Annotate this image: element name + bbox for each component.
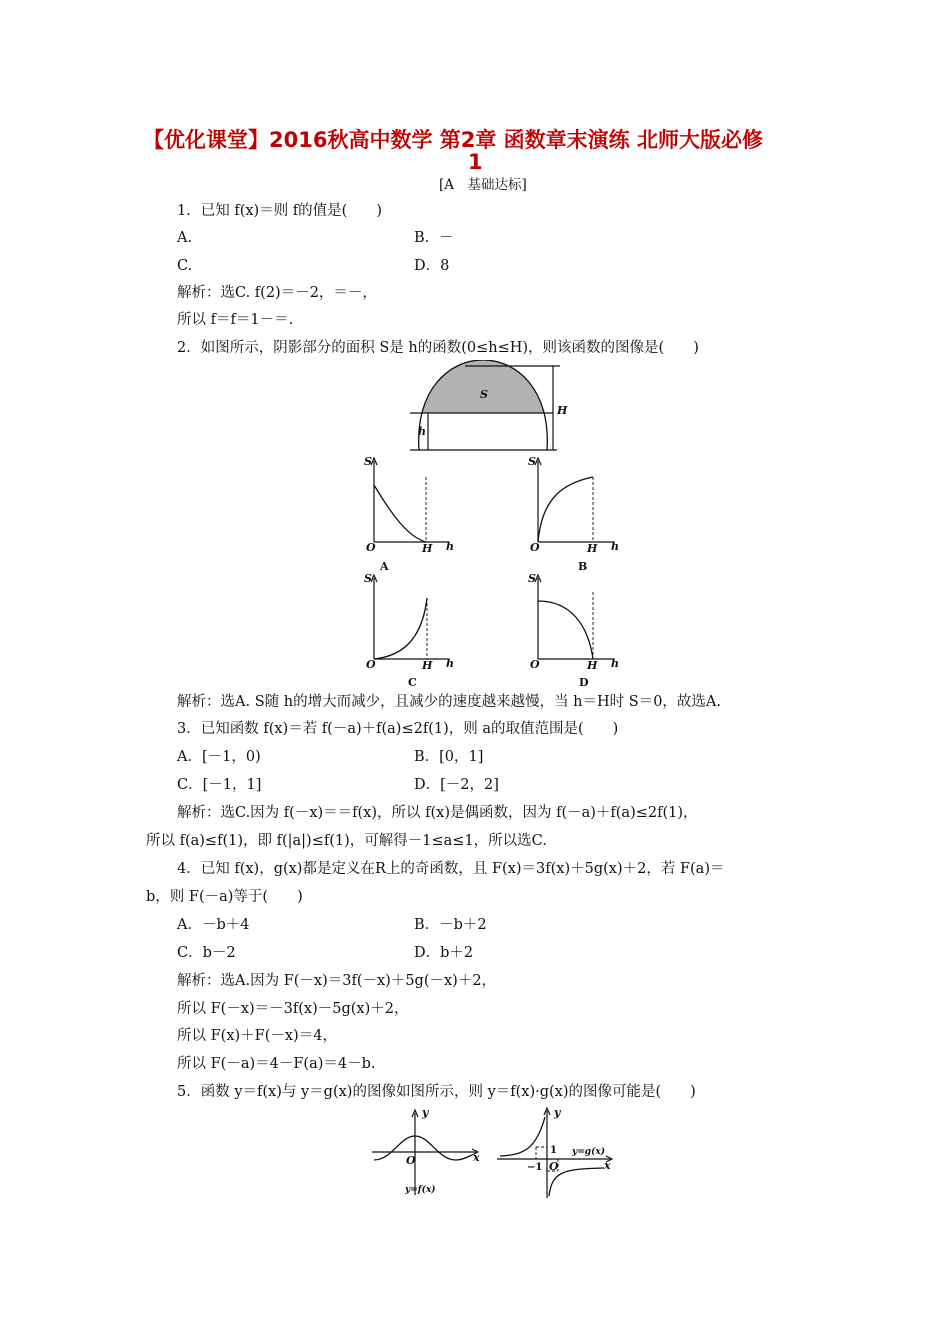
- q3-option-a: A．[－1，0): [177, 749, 261, 765]
- q5-graph-g: [492, 1103, 622, 1201]
- graph-c-caption: C: [408, 676, 417, 689]
- q4-solution-line4: 所以 F(－a)＝4－F(a)＝4－b.: [177, 1056, 376, 1072]
- document-title: 【优化课堂】2016秋高中数学 第2章 函数章末演练 北师大版必修: [143, 128, 763, 152]
- q3-option-d: D．[－2，2]: [414, 777, 499, 793]
- graph-f-y-axis: y: [422, 1106, 429, 1119]
- q4-option-b: B．－b＋2: [414, 917, 487, 933]
- q4-option-d: D．b＋2: [414, 945, 474, 961]
- graph-a-caption: A: [380, 560, 389, 573]
- graph-c-origin: O: [366, 658, 376, 671]
- graph-b-s-axis: S: [528, 455, 536, 468]
- q3-solution-line1: 解析：选C.因为 f(－x)＝＝f(x)，所以 f(x)是偶函数，因为 f(－a)＋f(a)≤2f(1)，: [177, 805, 698, 821]
- q1-option-b: B．－: [414, 230, 454, 246]
- graph-g-one-label: 1: [550, 1145, 557, 1156]
- q4-option-c: C．b－2: [177, 945, 236, 961]
- q2-solution: 解析：选A. S随 h的增大而减少，且减少的速度越来越慢，当 h＝H时 S＝0，故选A.: [177, 694, 722, 710]
- q1-stem: 1．已知 f(x)＝则 f的值是( ): [177, 203, 382, 219]
- shaded-area-label: S: [480, 388, 488, 401]
- graph-f-label: y=f(x): [405, 1185, 436, 1195]
- document-title-continuation: 1: [468, 150, 483, 174]
- graph-a-h-axis: h: [446, 540, 454, 553]
- graph-a-h-tick: H: [422, 542, 433, 555]
- graph-b-origin: O: [530, 541, 540, 554]
- graph-b-h-axis: h: [611, 540, 619, 553]
- q5-graph-f: [368, 1103, 488, 1201]
- q3-stem: 3．已知函数 f(x)＝若 f(－a)＋f(a)≤2f(1)，则 a的取值范围是( ): [177, 721, 619, 737]
- graph-a-s-axis: S: [364, 455, 372, 468]
- graph-d-h-axis: h: [611, 657, 619, 670]
- q3-solution-line2: 所以 f(a)≤f(1)，即 f(|a|)≤f(1)，可解得－1≤a≤1，所以选C.: [146, 833, 547, 849]
- graph-b-caption: B: [578, 560, 588, 573]
- q1-option-a: A.: [177, 230, 193, 246]
- graph-f-x-axis: x: [473, 1151, 480, 1164]
- graph-d-s-axis: S: [528, 572, 536, 585]
- q4-solution-line2: 所以 F(－x)＝－3f(x)－5g(x)＋2，: [177, 1001, 409, 1017]
- graph-c-h-axis: h: [446, 657, 454, 670]
- q2-graph-a: [358, 453, 458, 573]
- graph-c-h-tick: H: [422, 659, 433, 672]
- q1-option-c: C.: [177, 258, 193, 274]
- graph-d-h-tick: H: [587, 659, 598, 672]
- q4-solution-line1: 解析：选A.因为 F(－x)＝3f(－x)＋5g(－x)＋2，: [177, 973, 497, 989]
- q2-graph-d: [522, 570, 622, 690]
- q4-solution-line3: 所以 F(x)＋F(－x)＝4，: [177, 1028, 337, 1044]
- q4-option-a: A．－b＋4: [177, 917, 250, 933]
- q2-stem: 2．如图所示，阴影部分的面积 S是 h的函数(0≤h≤H)，则该函数的图像是( ): [177, 340, 699, 356]
- section-heading: [A 基础达标]: [439, 177, 527, 193]
- q4-stem-line2: b，则 F(－a)等于( ): [146, 889, 303, 905]
- graph-b-h-tick: H: [587, 542, 598, 555]
- q1-option-d: D．8: [414, 258, 450, 274]
- total-height-label: H: [557, 404, 568, 417]
- q3-option-c: C．[－1，1]: [177, 777, 262, 793]
- q4-stem-line1: 4．已知 f(x)，g(x)都是定义在R上的奇函数，且 F(x)＝3f(x)＋5g(x)＋2，若 F(a)＝: [177, 861, 725, 877]
- graph-g-neg-one-label: −1: [527, 1162, 543, 1173]
- q5-stem: 5．函数 y＝f(x)与 y＝g(x)的图像如图所示，则 y＝f(x)·g(x)的图像可能是( ): [177, 1084, 696, 1100]
- graph-f-origin: O: [406, 1154, 416, 1167]
- q3-option-b: B．[0，1]: [414, 749, 484, 765]
- graph-d-caption: D: [579, 676, 589, 689]
- graph-g-y-axis: y: [554, 1106, 561, 1119]
- graph-d-origin: O: [530, 658, 540, 671]
- q1-solution-line2: 所以 f＝f＝1－＝.: [177, 312, 294, 328]
- q2-graph-c: [358, 570, 458, 690]
- graph-g-x-axis: x: [604, 1159, 611, 1172]
- q2-graph-b: [522, 453, 622, 573]
- q1-solution-line1: 解析：选C. f(2)＝－2，＝－，: [177, 285, 377, 301]
- graph-a-origin: O: [366, 541, 376, 554]
- graph-c-s-axis: S: [364, 572, 372, 585]
- q2-area-figure: [405, 360, 575, 455]
- graph-g-origin: O: [549, 1160, 559, 1173]
- graph-g-label: y=g(x): [572, 1147, 605, 1157]
- height-label: h: [418, 425, 426, 438]
